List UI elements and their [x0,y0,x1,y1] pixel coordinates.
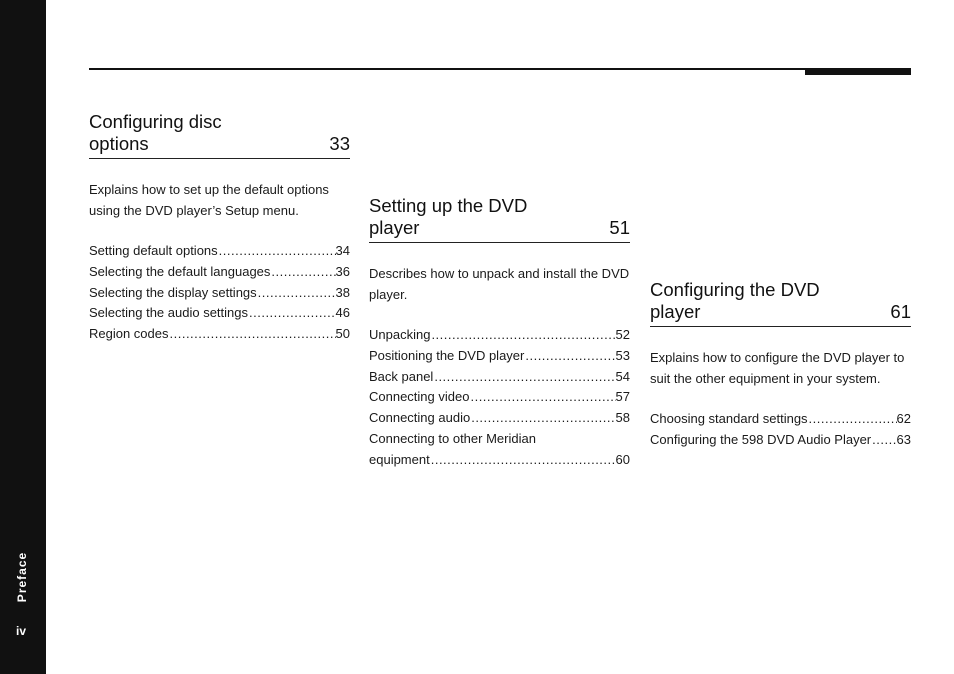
toc-list [89,241,350,345]
section-page: 61 [890,300,911,322]
toc-entry-label: Selecting the default languages [89,263,271,279]
leader-dots [469,387,615,408]
section-label: Preface [15,551,29,603]
section-description: Explains how to set up the default options using the DVD player’s Setup menu. [89,182,329,218]
toc-entry-label: Unpacking [369,327,431,342]
toc-entry[interactable] [369,450,630,471]
section-title-line1: Configuring disc [89,111,222,132]
leader-dots [257,283,336,304]
toc-entry-page: 57 [615,389,630,405]
leader-dots [218,241,336,262]
leader-dots [430,450,616,471]
toc-entry-page: 63 [896,431,911,447]
toc-list [369,325,630,471]
section-setting-up-dvd-player [369,195,630,471]
toc-entry[interactable] [369,367,630,388]
toc-entry-label: Selecting the display settings [89,284,257,300]
leader-dots [470,408,615,429]
leader-dots [248,303,336,324]
toc-entry-label: Setting default options [89,243,218,258]
toc-entry-page: 53 [615,347,630,363]
leader-dots [524,346,615,367]
page-number: iv [15,624,27,638]
header-rule-block [805,68,911,75]
section-description: Describes how to unpack and install the DVD player. [369,266,630,302]
toc-entry-label: Connecting video [369,389,470,405]
toc-entry-page: 36 [335,263,350,279]
toc-entry-label: Selecting the audio settings [89,305,248,321]
toc-list [650,409,911,451]
sidebar [0,0,46,674]
toc-entry-page: 62 [896,411,911,426]
section-heading [650,279,911,327]
toc-entry-page: 60 [615,451,630,467]
toc-entry[interactable] [369,387,630,408]
toc-entry[interactable] [89,262,350,283]
leader-dots [433,367,615,388]
toc-entry[interactable] [369,408,630,429]
toc-entry[interactable] [369,325,630,346]
header-rule [89,68,805,70]
section-title-line1: Configuring the DVD [650,279,820,300]
section-configuring-disc-options [89,111,350,345]
toc-entry-label: Choosing standard settings [650,411,808,426]
toc-entry[interactable] [89,241,350,262]
toc-entry[interactable] [89,324,350,345]
section-title-line2: player [650,300,701,322]
toc-entry-page: 46 [335,305,350,321]
toc-entry-wrapped-first-line[interactable]: Connecting to other Meridian [369,430,536,446]
section-title-line2: options [89,132,149,154]
section-title-line2: player [369,216,420,238]
section-heading [369,195,630,243]
toc-entry-page: 38 [335,284,350,300]
toc-entry[interactable] [89,283,350,304]
toc-entry-page: 58 [615,410,630,426]
toc-entry-label: Configuring the 598 DVD Audio Player [650,431,872,447]
toc-entry-label: Region codes [89,326,169,342]
leader-dots [430,325,615,346]
leader-dots [871,430,896,451]
toc-entry[interactable] [89,303,350,324]
section-page: 51 [609,216,630,238]
leader-dots [169,324,336,345]
toc-entry-page: 34 [335,243,350,258]
section-description: Explains how to configure the DVD player to suit the other equipment in your system. [650,350,905,386]
toc-entry-label: Back panel [369,368,434,384]
section-page: 33 [329,132,350,154]
section-configuring-dvd-player [650,279,911,451]
toc-entry[interactable] [650,409,911,430]
toc-entry[interactable] [650,430,911,451]
toc-entry-page: 52 [615,327,630,342]
section-title-line1: Setting up the DVD [369,195,528,216]
toc-entry-page: 54 [615,368,630,384]
leader-dots [808,409,897,430]
toc-entry-label: equipment [369,451,430,467]
section-heading [89,111,350,159]
toc-entry-page: 50 [335,326,350,342]
toc-entry-label: Connecting audio [369,410,471,426]
toc-entry-label: Positioning the DVD player [369,347,525,363]
toc-entry[interactable] [369,346,630,367]
leader-dots [270,262,335,283]
